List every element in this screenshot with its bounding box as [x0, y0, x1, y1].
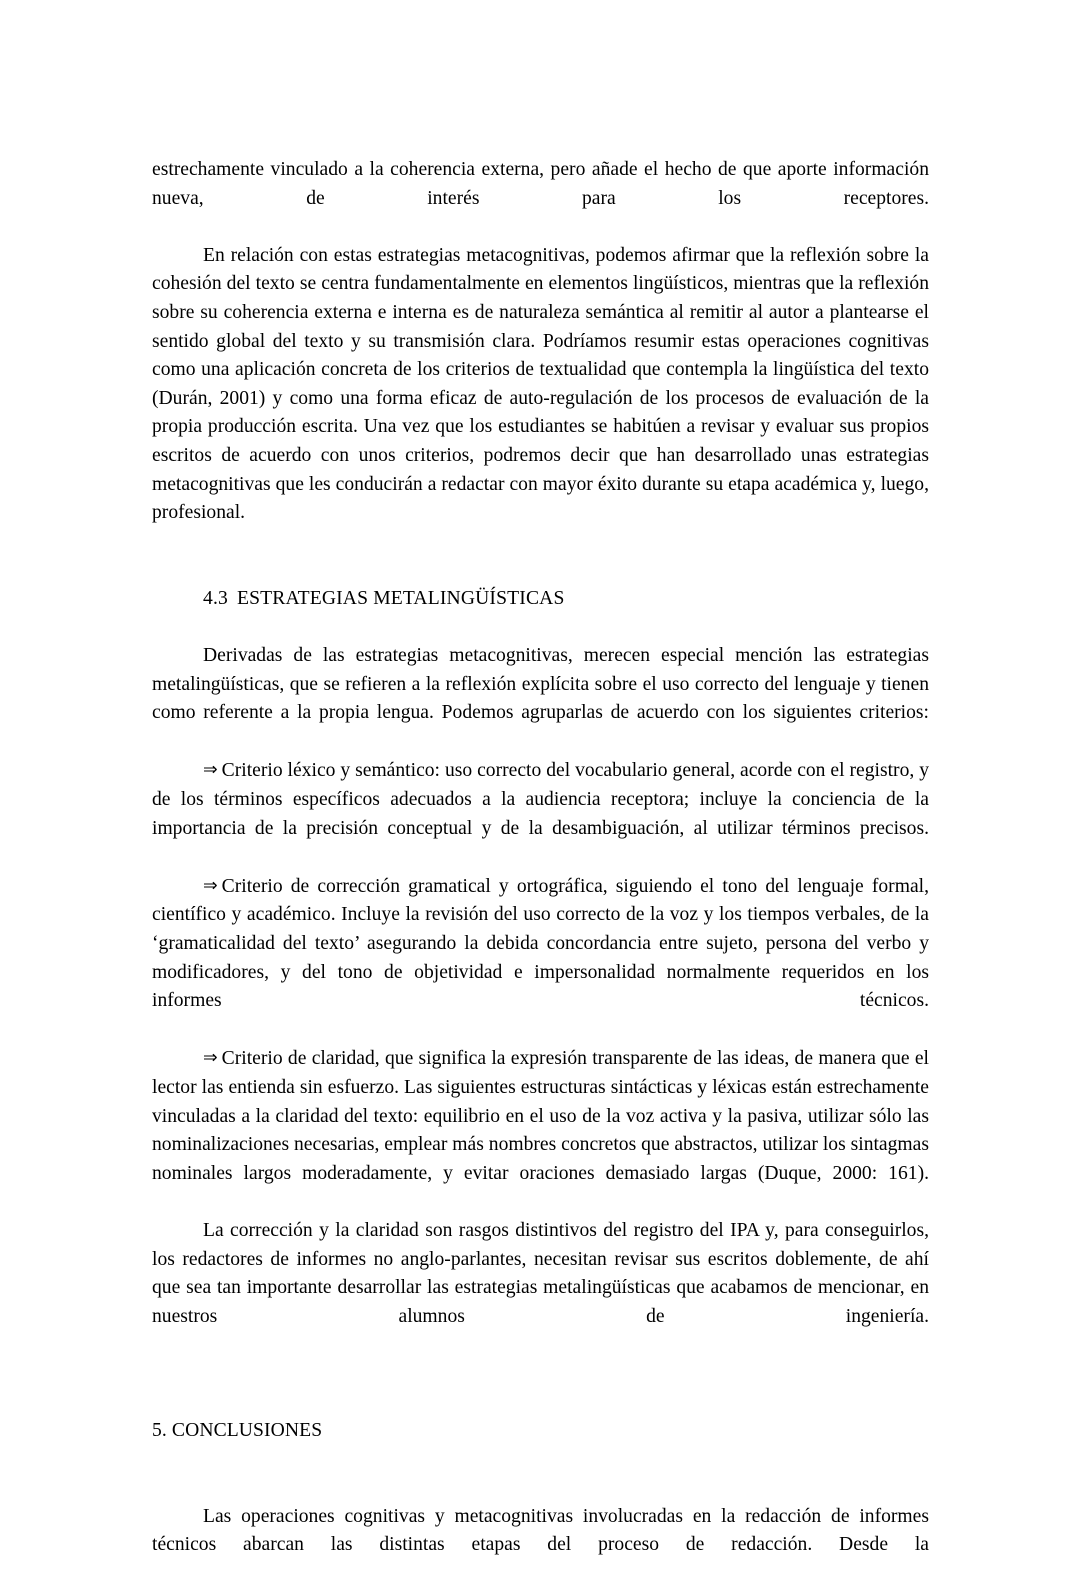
double-arrow-icon: ⇒ [203, 1048, 218, 1069]
criterion-item-2 [152, 872, 929, 1045]
double-arrow-icon: ⇒ [203, 760, 218, 781]
section-title: ESTRATEGIAS METALINGÜÍSTICAS [236, 587, 565, 609]
paragraph-conclusions-1: Las operaciones cognitivas y metacognitivas involucradas en la redacción de informes técnicos abarcan las distintas etapas del proceso de redacción. Desde la [152, 1505, 929, 1556]
criterion-text: Criterio de claridad, que significa la expresión transparente de las ideas, de manera que el lector las entienda sin esfuerzo. Las siguientes estructuras sintácticas y léxicas están estrechamente vinculadas a la claridad del texto: equilibrio en el uso de la voz activa y la pasiva, utilizar sólo las nominalizaciones necesarias, emplear más nombres concretos que abstractos, utilizar los sintagmas nominales largos moderadamente, y evitar oraciones demasiado largas (Duque, 2000: 161). [152, 1048, 929, 1184]
criterion-item-3 [152, 1044, 929, 1217]
vertical-spacer [152, 556, 929, 585]
paragraph-section-closing: La corrección y la claridad son rasgos distintivos del registro del IPA y, para conseguirlos, los redactores de informes no anglo-parlantes, necesitan revisar sus escritos doblemente, de ahí que sea tan importante desarrollar las estrategias metalingüísticas que acabamos de mencionar, en nuestros alumnos de ingeniería. [152, 1219, 929, 1327]
paragraph-section-intro: Derivadas de las estrategias metacognitivas, merecen especial mención las estrategias metalingüísticas, que se refieren a la reflexión explícita sobre el uso correcto del lenguaje y tienen como referente a la propia lengua. Podemos agruparlas de acuerdo con los siguientes criterios: [152, 645, 929, 724]
vertical-spacer [152, 614, 929, 643]
section-number: 4.3 [203, 587, 228, 609]
section-heading-5: 5. CONCLUSIONES [152, 1419, 323, 1441]
vertical-spacer [152, 1446, 929, 1503]
paragraph-metacognitive-strategies: En relación con estas estrategias metacognitivas, podemos afirmar que la reflexión sobre la cohesión del texto se centra fundamentalmente en elementos lingüísticos, mientras que la reflexión sobre su coherencia externa e interna es de naturaleza semántica al remitir al autor a plantearse el sentido global del texto y su transmisión clara. Podríamos resumir estas operaciones cognitivas como una aplicación concreta de los criterios de textualidad que contempla la lingüística del texto (Durán, 2001) y como una forma eficaz de auto-regulación de los procesos de evaluación de la propia producción escrita. Una vez que los estudiantes se habitúen a revisar y evaluar sus propios escritos de acuerdo con unos criterios, podremos decir que han desarrollado unas estrategias metacognitivas que les conducirán a redactar con mayor éxito durante su etapa académica y, luego, profesional. [152, 244, 929, 524]
double-arrow-icon: ⇒ [203, 875, 218, 896]
vertical-spacer [152, 1360, 929, 1417]
text-column [152, 156, 929, 1588]
section-heading-4-3 [152, 585, 929, 614]
criterion-text: Criterio de corrección gramatical y ortográfica, siguiendo el tono del lenguaje formal, científico y académico. Incluye la revisión del uso correcto de la voz y los tiempos verbales, de la ‘gramaticalidad del texto’ asegurando la debida concordancia entre sujeto, persona del verbo y modificadores, y del tono de objetividad e impersonalidad normalmente requeridos en los informes técnicos. [152, 875, 929, 1012]
paragraph-continuation: estrechamente vinculado a la coherencia externa, pero añade el hecho de que aporte información nueva, de interés para los receptores. [152, 159, 929, 209]
criterion-text: Criterio léxico y semántico: uso correcto del vocabulario general, acorde con el registro, y de los términos específicos adecuados a la audiencia receptora; incluye la conciencia de la importancia de la precisión conceptual y de la desambiguación, al utilizar términos precisos. [152, 760, 929, 839]
criterion-item-1 [152, 756, 929, 871]
